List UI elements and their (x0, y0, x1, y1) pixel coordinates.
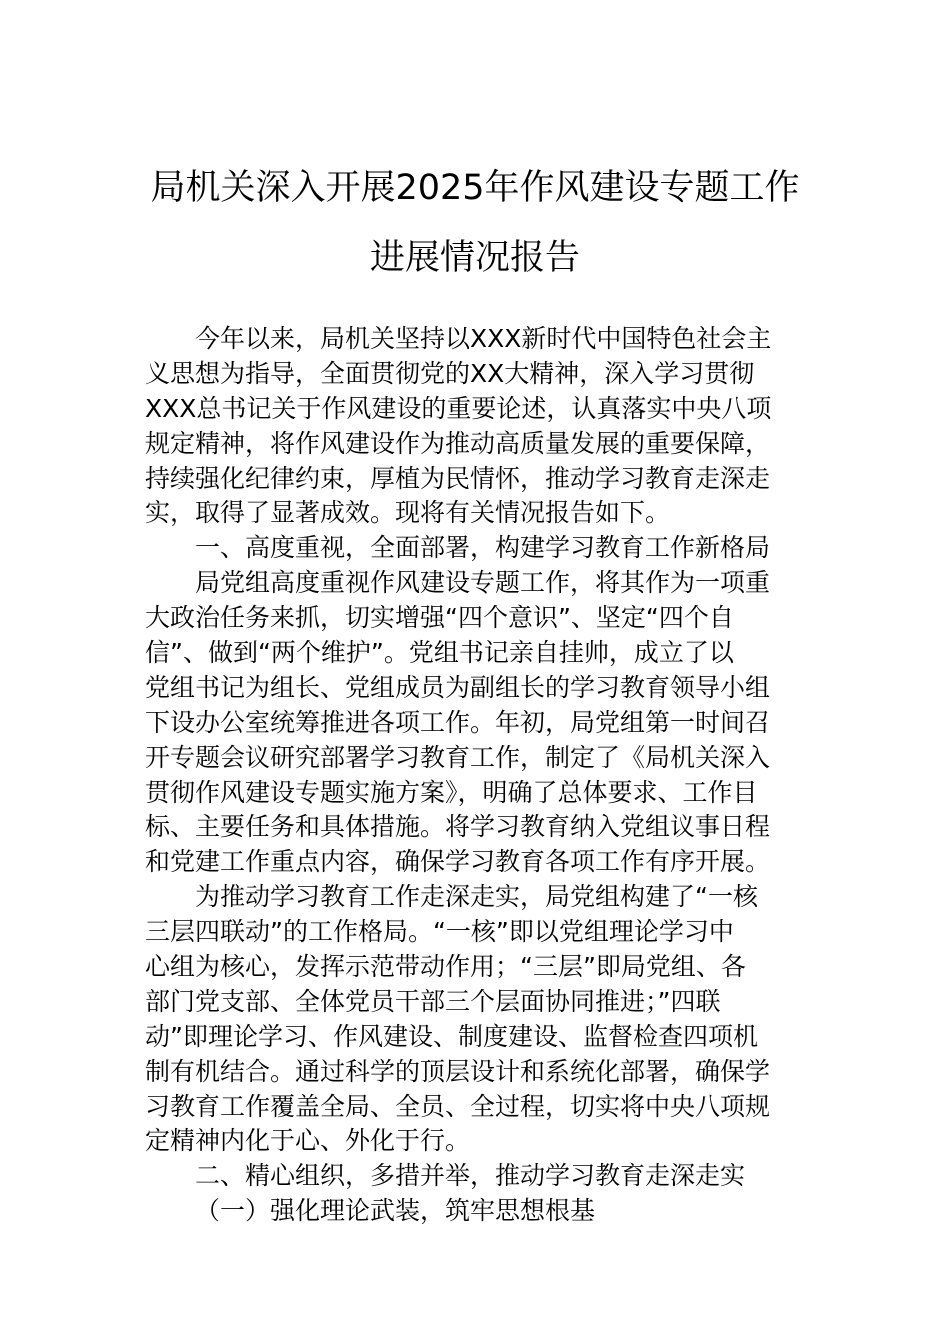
body-line: 和党建工作重点内容，确保学习教育各项工作有序开展。 (145, 847, 771, 877)
body-line: 今年以来，局机关坚持以XXX新时代中国特色社会主 (195, 324, 772, 353)
body-line: 三层四联动”的工作格局。“一核”即以党组理论学习中 (145, 917, 734, 947)
body-line: 党组书记为组长、党组成员为副组长的学习教育领导小组 (145, 672, 771, 702)
document-title-line-1: 局机关深入开展2025年作风建设专题工作 (150, 168, 800, 208)
body-line: 部门党支部、全体党员干部三个层面协同推进；”四联 (145, 986, 721, 1016)
body-line: 义思想为指导，全面贯彻党的XX大精神，深入学习贯彻 (145, 358, 755, 388)
body-line: 规定精神，将作风建设作为推动高质量发展的重要保障， (145, 428, 771, 458)
body-line: 标、主要任务和具体措施。将学习教育纳入党组议事日程 (145, 812, 771, 842)
body-line: 持续强化纪律约束，厚植为民情怀，推动学习教育走深走 (145, 463, 771, 493)
body-line: 开专题会议研究部署学习教育工作，制定了《局机关深入 (145, 742, 771, 772)
body-line: 制有机结合。通过科学的顶层设计和系统化部署，确保学 (145, 1056, 771, 1086)
body-line: 实，取得了显著成效。现将有关情况报告如下。 (145, 498, 671, 528)
body-line: 定精神内化于心、外化于行。 (145, 1126, 471, 1156)
body-line: 习教育工作覆盖全局、全员、全过程，切实将中央八项规 (145, 1091, 771, 1121)
body-line: 心组为核心，发挥示范带动作用；“三层”即局党组、各 (145, 952, 746, 982)
document-title-line-2: 进展情况报告 (369, 238, 580, 278)
document-body (145, 322, 810, 1229)
body-line: XXX总书记关于作风建设的重要论述，认真落实中央八项 (145, 393, 772, 423)
subsection-heading-1: （一）强化理论武装，筑牢思想根基 (195, 1196, 596, 1226)
body-line: 动”即理论学习、作风建设、制度建设、监督检查四项机 (145, 1021, 758, 1051)
section-heading-2: 二、精心组织，多措并举，推动学习教育走深走实 (195, 1161, 746, 1191)
body-line: 信”、做到“两个维护”。党组书记亲自挂帅，成立了以 (145, 638, 734, 668)
body-line: 大政治任务来抓，切实增强“四个意识”、坚定“四个自 (145, 603, 734, 633)
body-line: 贯彻作风建设专题实施方案》，明确了总体要求、工作目 (145, 777, 758, 807)
body-line: 局党组高度重视作风建设专题工作，将其作为一项重 (195, 568, 771, 598)
body-line: 为推动学习教育工作走深走实，局党组构建了“一核 (195, 882, 758, 912)
section-heading-1: 一、高度重视，全面部署，构建学习教育工作新格局 (195, 533, 771, 563)
body-line: 下设办公室统筹推进各项工作。年初，局党组第一时间召 (145, 707, 771, 737)
